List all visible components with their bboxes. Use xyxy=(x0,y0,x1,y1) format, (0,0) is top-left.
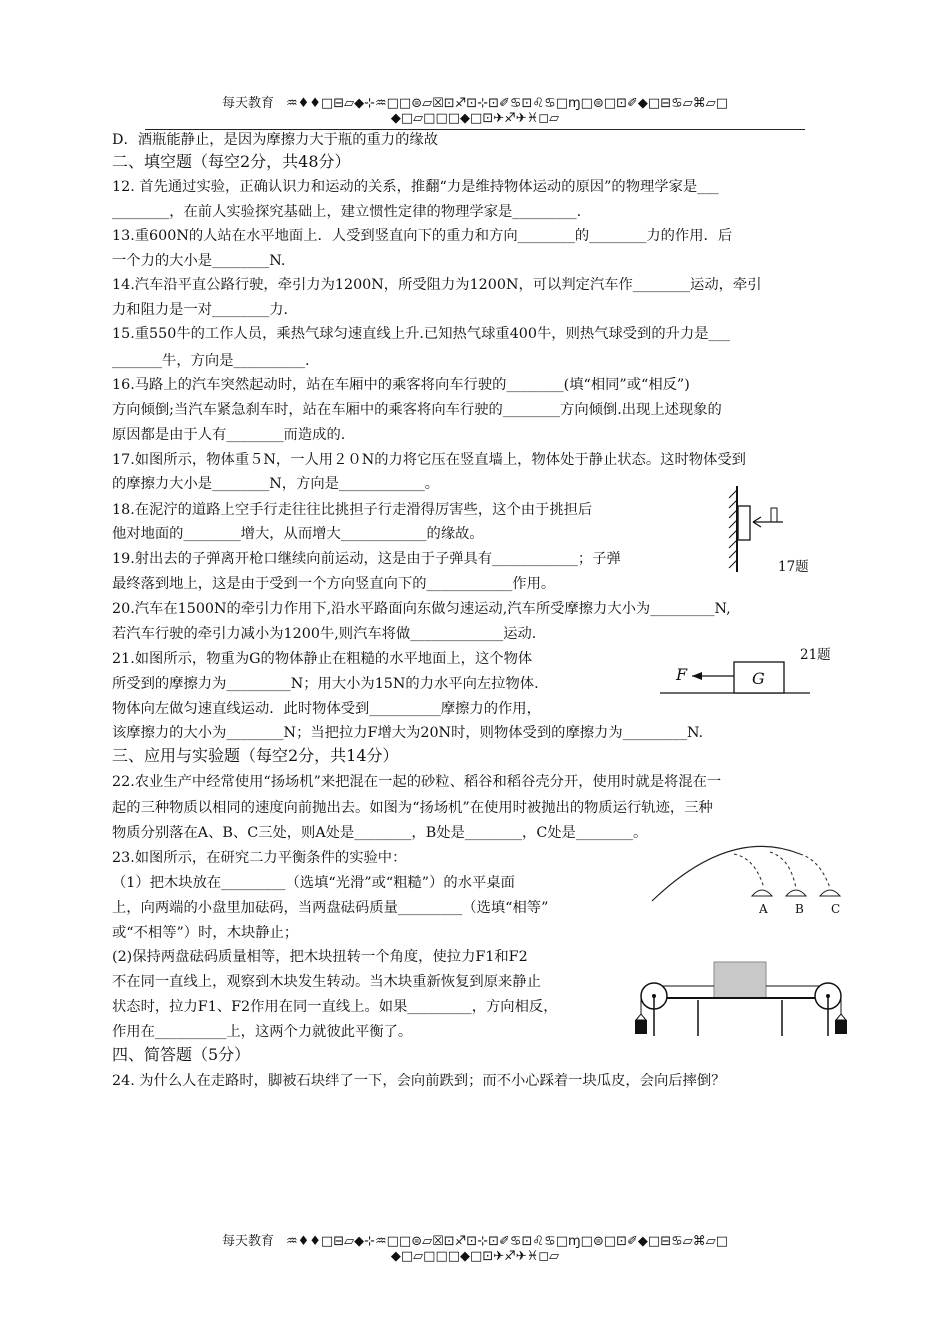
q14-line2: 力和阻力是一对________力. xyxy=(112,302,289,318)
q15-line1: 15.重550牛的工作人员，乘热气球匀速直线上升.已知热气球重400牛，则热气球受到的升力是___ xyxy=(112,326,730,342)
footer-garbled-text-2: ◆□▱□□□◆□⊡✈♐✈♓◻▱ xyxy=(390,1249,560,1264)
q23-line7: 状态时，拉力F1、F2作用在同一直线上。如果_________，方向相反， xyxy=(112,999,558,1015)
q21-line2: 所受到的摩擦力为_________N；用大小为15N的力水平向左拉物体. xyxy=(112,676,539,692)
q19-line2: 最终落到地上，这是由于受到一个方向竖直向下的____________作用。 xyxy=(112,576,556,592)
figure-17-caption: 17题 xyxy=(778,559,809,575)
q13-line1: 13.重600N的人站在水平地面上．人受到竖直向下的重力和方向________的________力的作用．后 xyxy=(112,228,733,244)
q22-line3: 物质分别落在A、B、C三处，则A处是________，B处是________，C处是________。 xyxy=(112,825,648,841)
header-garbled-text: ♒♦♦□⊟▱◆⊹♒□□⊜▱☒⊡♐⊡⊹⊡✐♋⊡♌♋□ɱ□⊜□⊡✐◆□⊟♋▱⌘▱□ xyxy=(285,96,729,111)
section-fill-blank: 二、填空题（每空2分，共48分） xyxy=(112,152,351,171)
q23-line3: 上，向两端的小盘里加砝码，当两盘砝码质量_________（选填“相等” xyxy=(112,900,549,916)
q21-line3: 物体向左做匀速直线运动．此时物体受到__________摩擦力的作用， xyxy=(112,701,541,717)
figure-22-label-a: A xyxy=(759,902,768,916)
q23-line8: 作用在__________上，这两个力就彼此平衡了。 xyxy=(112,1024,413,1040)
figure-22-label-b: B xyxy=(795,902,804,916)
q20-line2: 若汽车行驶的牵引力减小为1200牛,则汽车将做_____________运动. xyxy=(112,626,537,642)
figure-23-balance-apparatus xyxy=(632,956,852,1036)
q12-line2: ________，在前人实验探究基础上，建立惯性定律的物理学家是_________. xyxy=(112,204,582,220)
q17-line2: 的摩擦力大小是________N，方向是____________。 xyxy=(112,476,440,492)
q16-line3: 原因都是由于人有________而造成的. xyxy=(112,427,346,443)
page-header xyxy=(0,96,950,111)
q22-line2: 起的三种物质以相同的速度向前抛出去。如图为“扬场机”在使用时被抛出的物质运行轨迹，三种 xyxy=(112,800,713,816)
q23-line5: (2)保持两盘砝码质量相等，把木块扭转一个角度，使拉力F1和F2 xyxy=(112,949,528,965)
figure-21-block-label: G xyxy=(752,669,765,688)
q12-line1: 12. 首先通过实验，正确认识力和运动的关系，推翻“力是维持物体运动的原因”的物理学家是___ xyxy=(112,179,719,195)
q21-line4: 该摩擦力的大小为________N；当把拉力F增大为20N时，则物体受到的摩擦力为_________N. xyxy=(112,725,704,741)
header-garbled-text-2: ◆□▱□□□◆□⊡✈♐✈♓◻▱ xyxy=(390,111,560,126)
q24-line1: 24. 为什么人在走路时，脚被石块绊了一下，会向前跌到；而不小心踩着一块瓜皮，会向后摔倒？ xyxy=(112,1073,726,1089)
q16-line2: 方向倾倒;当汽车紧急刹车时，站在车厢中的乘客将向车行驶的________方向倾倒.出现上述现象的 xyxy=(112,402,722,418)
q23-line6: 不在同一直线上，观察到木块发生转动。当木块重新恢复到原来静止 xyxy=(112,974,541,990)
q18-line2: 他对地面的________增大，从而增大____________的缘故。 xyxy=(112,526,484,542)
q23-line1: 23.如图所示，在研究二力平衡条件的实验中： xyxy=(112,850,407,866)
figure-21-force-label: F xyxy=(676,665,688,684)
q16-line1: 16.马路上的汽车突然起动时，站在车厢中的乘客将向车行驶的________(填“相同”或“相反”) xyxy=(112,377,690,393)
q19-line1: 19.射出去的子弹离开枪口继续向前运动，这是由于子弹具有____________；子弹 xyxy=(112,551,621,567)
q23-line4: 或“不相等”）时，木块静止； xyxy=(112,925,299,941)
figure-22-label-c: C xyxy=(831,902,841,916)
section-application: 三、应用与实验题（每空2分，共14分） xyxy=(112,746,399,765)
page-footer xyxy=(0,1234,950,1249)
q22-line1: 22.农业生产中经常使用“扬场机”来把混在一起的砂粒、稻谷和稻谷壳分开，使用时就是将混在一 xyxy=(112,774,722,790)
q13-line2: 一个力的大小是________N. xyxy=(112,253,286,269)
q21-line1: 21.如图所示，物重为G的物体静止在粗糙的水平地面上，这个物体 xyxy=(112,651,533,667)
section-short-answer: 四、简答题（5分） xyxy=(112,1045,251,1064)
q15-line2: _______牛，方向是__________. xyxy=(112,353,310,369)
header-brand: 每天教育 xyxy=(221,96,274,111)
footer-garbled-text: ♒♦♦□⊟▱◆⊹♒□□⊜▱☒⊡♐⊡⊹⊡✐♋⊡♌♋□ɱ□⊜□⊡✐◆□⊟♋▱⌘▱□ xyxy=(285,1234,729,1249)
q18-line1: 18.在泥泞的道路上空手行走往往比挑担子行走滑得厉害些，这个由于挑担后 xyxy=(112,502,593,518)
q20-line1: 20.汽车在1500N的牵引力作用下,沿水平路面向东做匀速运动,汽车所受摩擦力大小为_________N, xyxy=(112,601,731,617)
option-d: D．酒瓶能静止，是因为摩擦力大于瓶的重力的缘故 xyxy=(112,132,438,148)
figure-21-caption: 21题 xyxy=(800,647,831,663)
q17-line1: 17.如图所示，物体重５N，一人用２０N的力将它压在竖直墙上，物体处于静止状态。这时物体受到 xyxy=(112,452,746,468)
footer-brand: 每天教育 xyxy=(221,1234,274,1249)
figure-22-trajectory-diagram xyxy=(650,836,850,926)
q14-line1: 14.汽车沿平直公路行驶，牵引力为1200N，所受阻力为1200N，可以判定汽车作________运动，牵引 xyxy=(112,277,762,293)
q23-line2: （1）把木块放在_________（选填“光滑”或“粗糙”）的水平桌面 xyxy=(112,875,515,891)
